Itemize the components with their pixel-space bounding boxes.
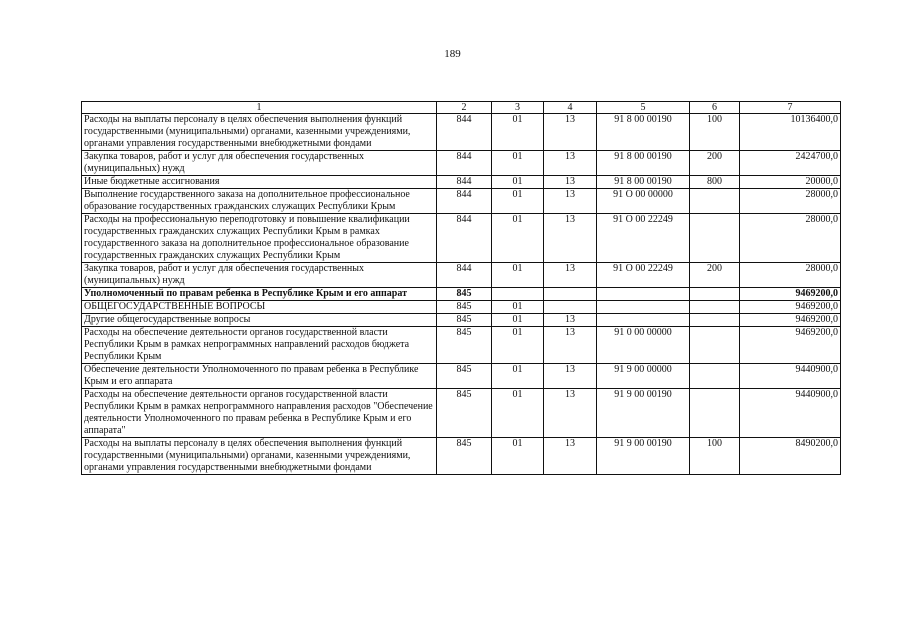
subsection-code-cell: 13 <box>544 314 597 327</box>
section-code-cell: 01 <box>492 438 544 475</box>
expense-type-cell <box>690 189 740 214</box>
expense-type-cell: 100 <box>690 114 740 151</box>
ministry-code-cell: 844 <box>437 114 492 151</box>
expense-type-cell <box>690 314 740 327</box>
item-name-cell: Другие общегосударственные вопросы <box>82 314 437 327</box>
subsection-code-cell: 13 <box>544 438 597 475</box>
item-name-cell: Выполнение государственного заказа на дополнительное профессиональное образование государственных гражданских служащих Республики Крым <box>82 189 437 214</box>
table-row <box>82 176 841 189</box>
expense-type-cell <box>690 214 740 263</box>
section-code-cell <box>492 288 544 301</box>
table-header <box>82 102 841 114</box>
amount-cell: 2424700,0 <box>740 151 841 176</box>
ministry-code-cell: 845 <box>437 438 492 475</box>
item-name-cell: Обеспечение деятельности Уполномоченного по правам ребенка в Республике Крым и его аппарата <box>82 364 437 389</box>
target-article-cell <box>597 288 690 301</box>
target-article-cell <box>597 314 690 327</box>
amount-cell: 28000,0 <box>740 263 841 288</box>
ministry-code-cell: 845 <box>437 389 492 438</box>
ministry-code-cell: 844 <box>437 176 492 189</box>
item-name-cell: Закупка товаров, работ и услуг для обеспечения государственных (муниципальных) нужд <box>82 263 437 288</box>
subsection-code-cell: 13 <box>544 189 597 214</box>
expense-type-cell: 200 <box>690 263 740 288</box>
amount-cell: 9469200,0 <box>740 301 841 314</box>
table-row <box>82 314 841 327</box>
section-code-cell: 01 <box>492 389 544 438</box>
amount-cell: 9440900,0 <box>740 364 841 389</box>
table-row <box>82 214 841 263</box>
item-name-cell: Расходы на выплаты персоналу в целях обеспечения выполнения функций государственными (муниципальными) органами, казенными учреждениями, органами управления государственными внебюджетными фондами <box>82 114 437 151</box>
item-name-cell: ОБЩЕГОСУДАРСТВЕННЫЕ ВОПРОСЫ <box>82 301 437 314</box>
ministry-code-cell: 845 <box>437 288 492 301</box>
subsection-code-cell <box>544 288 597 301</box>
table-row <box>82 364 841 389</box>
ministry-code-cell: 845 <box>437 364 492 389</box>
section-code-cell: 01 <box>492 214 544 263</box>
table-row <box>82 438 841 475</box>
target-article-cell: 91 О 00 00000 <box>597 189 690 214</box>
target-article-cell: 91 О 00 22249 <box>597 214 690 263</box>
target-article-cell: 91 9 00 00190 <box>597 389 690 438</box>
budget-table <box>81 101 841 475</box>
subsection-code-cell: 13 <box>544 176 597 189</box>
item-name-cell: Расходы на обеспечение деятельности органов государственной власти Республики Крым в рамках непрограммного направления расходов "Обеспечение деятельности Уполномоченного по правам ребенка в Республике Крым и его аппарата" <box>82 389 437 438</box>
target-article-cell <box>597 301 690 314</box>
table-row <box>82 301 841 314</box>
expense-type-cell <box>690 327 740 364</box>
amount-cell: 28000,0 <box>740 214 841 263</box>
item-name-cell: Закупка товаров, работ и услуг для обеспечения государственных (муниципальных) нужд <box>82 151 437 176</box>
ministry-code-cell: 845 <box>437 327 492 364</box>
table-body <box>82 114 841 475</box>
ministry-code-cell: 844 <box>437 151 492 176</box>
amount-cell: 28000,0 <box>740 189 841 214</box>
ministry-code-cell: 844 <box>437 263 492 288</box>
table-row <box>82 114 841 151</box>
amount-cell: 9469200,0 <box>740 314 841 327</box>
target-article-cell: 91 8 00 00190 <box>597 151 690 176</box>
column-header-5: 5 <box>597 102 690 114</box>
subsection-code-cell <box>544 301 597 314</box>
amount-cell: 9440900,0 <box>740 389 841 438</box>
expense-type-cell <box>690 364 740 389</box>
page-number: 189 <box>444 48 461 60</box>
column-header-2: 2 <box>437 102 492 114</box>
subsection-code-cell: 13 <box>544 263 597 288</box>
subsection-code-cell: 13 <box>544 114 597 151</box>
ministry-code-cell: 844 <box>437 189 492 214</box>
column-header-6: 6 <box>690 102 740 114</box>
amount-cell: 10136400,0 <box>740 114 841 151</box>
column-header-1: 1 <box>82 102 437 114</box>
section-code-cell: 01 <box>492 364 544 389</box>
expense-type-cell <box>690 301 740 314</box>
item-name-cell: Иные бюджетные ассигнования <box>82 176 437 189</box>
amount-cell: 9469200,0 <box>740 288 841 301</box>
expense-type-cell <box>690 288 740 301</box>
column-header-7: 7 <box>740 102 841 114</box>
section-code-cell: 01 <box>492 151 544 176</box>
table-row <box>82 263 841 288</box>
table-row <box>82 151 841 176</box>
header-row <box>82 102 841 114</box>
target-article-cell: 91 8 00 00190 <box>597 114 690 151</box>
table-row <box>82 189 841 214</box>
expense-type-cell: 200 <box>690 151 740 176</box>
section-code-cell: 01 <box>492 176 544 189</box>
item-name-cell: Расходы на выплаты персоналу в целях обеспечения выполнения функций государственными (муниципальными) органами, казенными учреждениями, органами управления государственными внебюджетными фондами <box>82 438 437 475</box>
section-code-cell: 01 <box>492 327 544 364</box>
table-row <box>82 327 841 364</box>
section-code-cell: 01 <box>492 189 544 214</box>
amount-cell: 20000,0 <box>740 176 841 189</box>
subsection-code-cell: 13 <box>544 327 597 364</box>
ministry-code-cell: 845 <box>437 301 492 314</box>
section-code-cell: 01 <box>492 263 544 288</box>
amount-cell: 8490200,0 <box>740 438 841 475</box>
expense-type-cell <box>690 389 740 438</box>
section-code-cell: 01 <box>492 301 544 314</box>
subsection-code-cell: 13 <box>544 364 597 389</box>
amount-cell: 9469200,0 <box>740 327 841 364</box>
target-article-cell: 91 О 00 22249 <box>597 263 690 288</box>
item-name-cell: Уполномоченный по правам ребенка в Республике Крым и его аппарат <box>82 288 437 301</box>
item-name-cell: Расходы на профессиональную переподготовку и повышение квалификации государственных гражданских служащих Республики Крым в рамках государственного заказа на дополнительное профессиональное образование государственных гражданских служащих Республики Крым <box>82 214 437 263</box>
column-header-4: 4 <box>544 102 597 114</box>
expense-type-cell: 800 <box>690 176 740 189</box>
subsection-code-cell: 13 <box>544 389 597 438</box>
target-article-cell: 91 0 00 00000 <box>597 327 690 364</box>
subsection-code-cell: 13 <box>544 151 597 176</box>
table-row <box>82 288 841 301</box>
table-row <box>82 389 841 438</box>
ministry-code-cell: 845 <box>437 314 492 327</box>
section-code-cell: 01 <box>492 114 544 151</box>
subsection-code-cell: 13 <box>544 214 597 263</box>
target-article-cell: 91 8 00 00190 <box>597 176 690 189</box>
column-header-3: 3 <box>492 102 544 114</box>
target-article-cell: 91 9 00 00000 <box>597 364 690 389</box>
expense-type-cell: 100 <box>690 438 740 475</box>
item-name-cell: Расходы на обеспечение деятельности органов государственной власти Республики Крым в рамках непрограммных направлений расходов бюджета Республики Крым <box>82 327 437 364</box>
section-code-cell: 01 <box>492 314 544 327</box>
target-article-cell: 91 9 00 00190 <box>597 438 690 475</box>
ministry-code-cell: 844 <box>437 214 492 263</box>
